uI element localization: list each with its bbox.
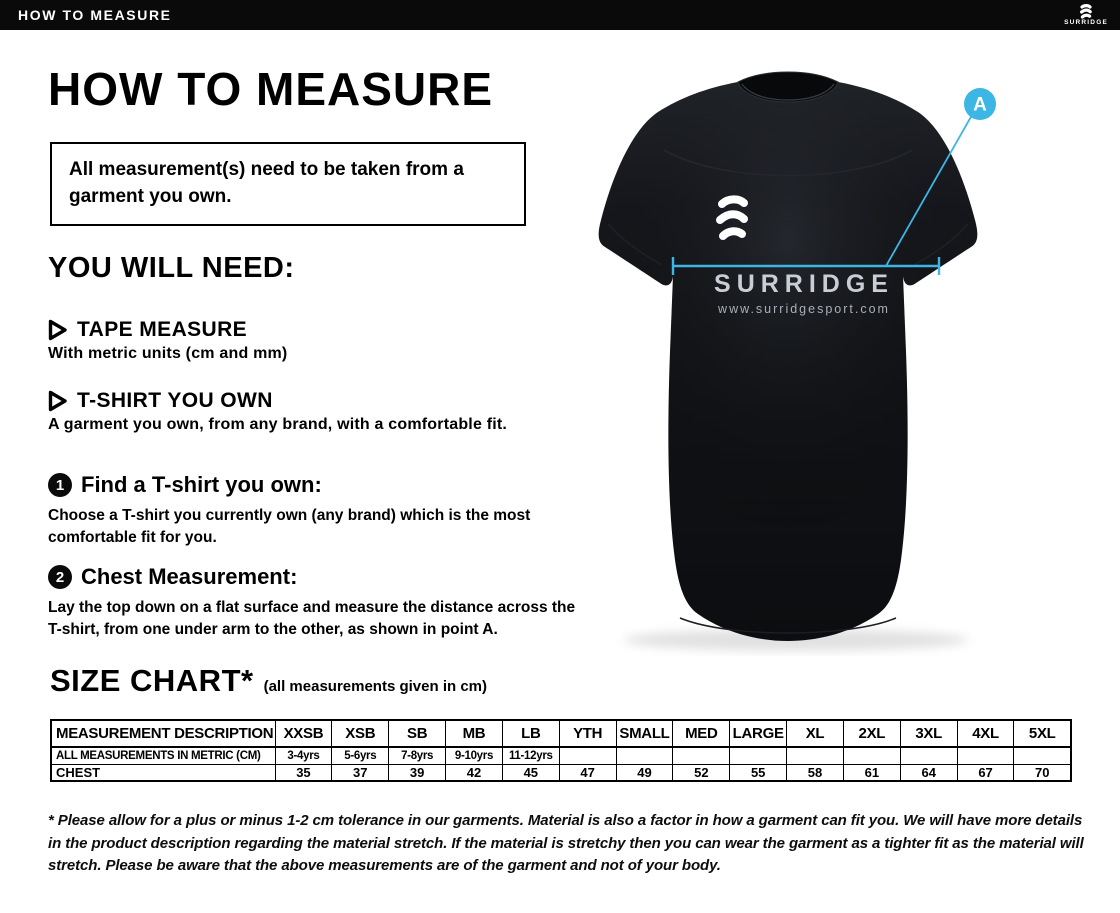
size-chart-cell: 52 (673, 764, 730, 781)
step-description: Lay the top down on a flat surface and measure the distance across the T-shirt, from one under arm to the other, as shown in point A. (48, 599, 576, 639)
size-chart-subtitle: (all measurements given in cm) (263, 678, 487, 695)
size-chart-header-cell: MEASUREMENT DESCRIPTION (51, 720, 275, 747)
page-title: HOW TO MEASURE (48, 63, 494, 115)
triangle-bullet-icon (48, 319, 68, 341)
brand-logo-word: SURRIDGE (1064, 18, 1108, 26)
size-chart-cell: 39 (389, 764, 446, 781)
size-chart-header-cell: 5XL (1014, 720, 1071, 747)
title-bar (0, 0, 1120, 30)
point-a-label: A (973, 94, 987, 116)
size-chart-cell (1014, 747, 1071, 764)
size-chart-cell (787, 747, 844, 764)
size-chart-cell (957, 747, 1014, 764)
size-chart-header-cell: 3XL (900, 720, 957, 747)
size-chart-table-head (51, 720, 1071, 747)
notice-box: All measurement(s) need to be taken from a garment you own. (50, 142, 526, 226)
size-chart-header-cell: XSB (332, 720, 389, 747)
size-chart-cell: 9-10yrs (446, 747, 503, 764)
size-chart-row (51, 747, 1071, 764)
size-chart-table (50, 719, 1072, 782)
need-item-title: TAPE MEASURE (77, 318, 248, 341)
need-item-tshirt (48, 389, 588, 434)
size-chart-cell: 42 (446, 764, 503, 781)
step-title: Chest Measurement: (81, 564, 298, 589)
size-chart-header-cell: LB (502, 720, 559, 747)
brand-logo (1064, 4, 1108, 27)
size-chart-cell: 70 (1014, 764, 1071, 781)
size-chart-header-cell: 2XL (843, 720, 900, 747)
you-will-need-heading: YOU WILL NEED: (48, 252, 295, 284)
size-chart-cell: 3-4yrs (275, 747, 332, 764)
size-chart-header-cell: SMALL (616, 720, 673, 747)
chest-wordmark: SURRIDGE (714, 270, 894, 298)
size-chart-footnote: * Please allow for a plus or minus 1-2 cm tolerance in our garments. Material is also a factor in how a garment can fit you. We will have more details in the product description regarding the material stretch. If the material is stretchy then you can wear the garment as a tighter fit as the material will stretch. Please be aware that the above measurements are of the garment and not of your body. (48, 812, 1084, 874)
size-chart-cell (559, 747, 616, 764)
shirt-highlight (599, 82, 978, 641)
tshirt-figure (588, 52, 1020, 656)
size-chart-cell: ALL MEASUREMENTS IN METRIC (CM) (51, 747, 275, 764)
size-chart-cell: 35 (275, 764, 332, 781)
size-chart-cell: 64 (900, 764, 957, 781)
size-chart-header-cell: MED (673, 720, 730, 747)
size-chart-header-cell: XXSB (275, 720, 332, 747)
step-1 (48, 472, 588, 550)
size-chart-table-body (51, 747, 1071, 781)
size-chart-cell: 5-6yrs (332, 747, 389, 764)
size-chart-header-cell: YTH (559, 720, 616, 747)
size-chart-cell: 11-12yrs (502, 747, 559, 764)
size-chart-cell: 49 (616, 764, 673, 781)
tshirt-image (588, 52, 1020, 656)
size-chart-cell: 45 (502, 764, 559, 781)
size-chart-cell: CHEST (51, 764, 275, 781)
size-chart-header-cell: MB (446, 720, 503, 747)
step-number-badge: 1 (48, 473, 72, 497)
size-chart-cell: 47 (559, 764, 616, 781)
title-bar-label: HOW TO MEASURE (18, 7, 172, 23)
size-chart-cell: 58 (787, 764, 844, 781)
size-chart-cell (673, 747, 730, 764)
size-chart-header-cell: SB (389, 720, 446, 747)
triangle-bullet-icon (48, 390, 68, 412)
size-chart-cell: 61 (843, 764, 900, 781)
size-chart-table-container (50, 719, 1072, 782)
size-chart-cell (730, 747, 787, 764)
need-item-tape-measure (48, 318, 588, 363)
need-item-title: T-SHIRT YOU OWN (77, 389, 273, 412)
size-chart-cell (616, 747, 673, 764)
size-chart-cell: 55 (730, 764, 787, 781)
step-description: Choose a T-shirt you currently own (any brand) which is the most comfortable fit for you. (48, 507, 531, 547)
size-chart-cell: 67 (957, 764, 1014, 781)
chest-website: www.surridgesport.com (718, 302, 890, 316)
size-chart-cell (843, 747, 900, 764)
size-chart-title: SIZE CHART* (50, 663, 254, 698)
size-chart-cell: 7-8yrs (389, 747, 446, 764)
size-chart-cell: 37 (332, 764, 389, 781)
size-chart-header-cell: XL (787, 720, 844, 747)
size-chart-header-cell: LARGE (730, 720, 787, 747)
step-2 (48, 564, 588, 642)
point-a-marker (964, 88, 996, 120)
step-number-badge: 2 (48, 565, 72, 589)
step-title: Find a T-shirt you own: (81, 472, 322, 497)
surridge-s-icon (1073, 4, 1099, 19)
need-item-description: A garment you own, from any brand, with a comfortable fit. (48, 416, 508, 433)
need-item-description: With metric units (cm and mm) (48, 345, 288, 362)
size-chart-row (51, 764, 1071, 781)
size-chart-header-cell: 4XL (957, 720, 1014, 747)
size-chart-heading (50, 663, 487, 699)
size-chart-cell (900, 747, 957, 764)
